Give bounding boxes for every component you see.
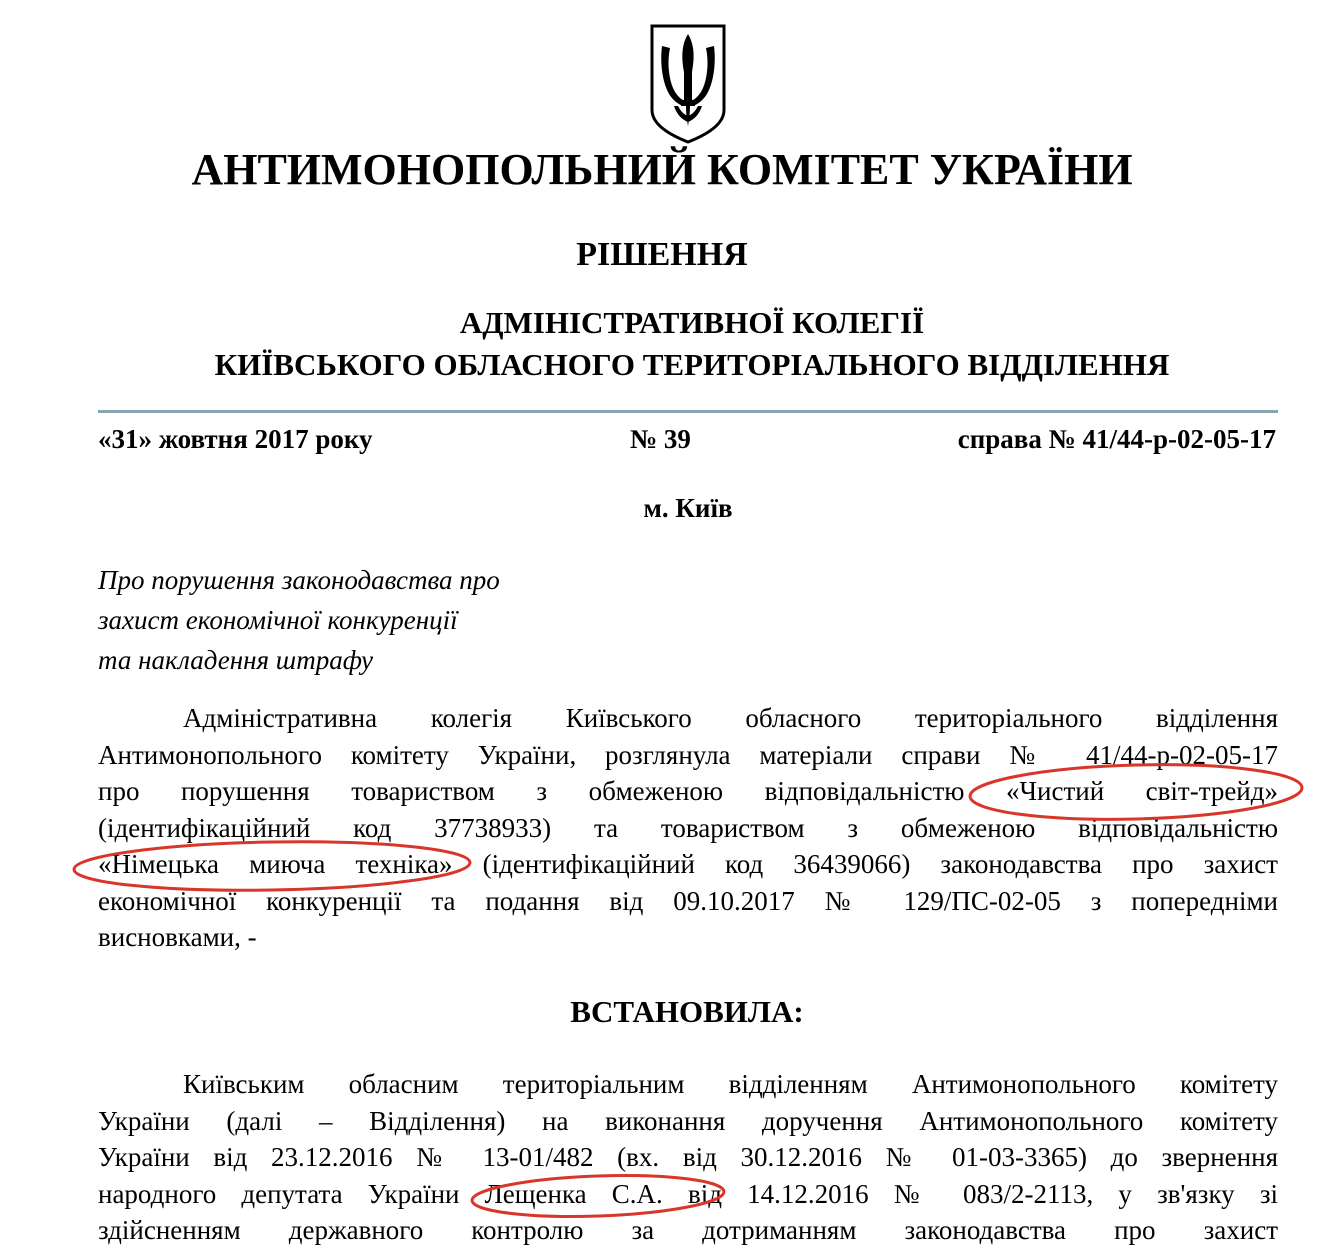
case-number: справа № 41/44-р-02-05-17 xyxy=(957,424,1276,454)
board-title xyxy=(0,302,1324,386)
header-divider xyxy=(98,410,1278,413)
board-title-line1: АДМІНІСТРАТИВНОЇ КОЛЕГІЇ xyxy=(459,305,925,340)
decision-date: «31» жовтня 2017 року xyxy=(98,424,373,454)
text-line: (ідентифікаційний код 37738933) та товариством з обмеженою відповідальністю xyxy=(98,812,1278,843)
decision-number: № 39 xyxy=(630,424,691,454)
findings-paragraph xyxy=(98,1066,1278,1249)
coat-of-arms-icon xyxy=(648,22,728,144)
section-heading: ВСТАНОВИЛА: xyxy=(570,994,804,1029)
decision-subject xyxy=(98,560,500,680)
text-line: народного депутата України Лещенка С.А. від 14.12.2016 № 083/2-2113, у зв'язку зі xyxy=(98,1178,1278,1209)
text-line: економічної конкуренції та подання від 09.10.2017 № 129/ПС-02-05 з попередніми xyxy=(98,885,1278,916)
text-line: України від 23.12.2016 № 13-01/482 (вх. від 30.12.2016 № 01-03-3365) до звернення xyxy=(98,1142,1278,1172)
text-line: Адміністративна колегія Київського обласного територіального відділення xyxy=(183,703,1278,733)
text-line: України (далі – Відділення) на виконання доручення Антимонопольного комітету xyxy=(98,1105,1278,1136)
city: м. Київ xyxy=(643,493,733,523)
preamble-paragraph xyxy=(98,700,1278,956)
text-line: висновками, - xyxy=(98,922,257,952)
org-title: АНТИМОНОПОЛЬНИЙ КОМІТЕТ УКРАЇНИ xyxy=(191,145,1133,194)
text-line: Антимонопольного комітету України, розглянула матеріали справи № 41/44-р-02-05-17 xyxy=(98,739,1278,770)
document-type: РІШЕННЯ xyxy=(576,236,748,273)
text-line: здійсненням державного контролю за дотриманням законодавства про захист xyxy=(98,1215,1278,1245)
text-line: «Німецька миюча техніка» (ідентифікаційний код 36439066) законодавства про захист xyxy=(98,849,1278,879)
text-line: про порушення товариством з обмеженою відповідальністю «Чистий світ-трейд» xyxy=(98,776,1278,806)
subject-line: Про порушення законодавства про xyxy=(98,565,500,595)
text-line: Київським обласним територіальним відділенням Антимонопольного комітету xyxy=(183,1069,1278,1099)
board-title-line2: КИЇВСЬКОГО ОБЛАСНОГО ТЕРИТОРІАЛЬНОГО ВІДДІЛЕННЯ xyxy=(214,347,1170,382)
subject-line: та накладення штрафу xyxy=(98,645,373,675)
subject-line: захист економічної конкуренції xyxy=(98,605,458,635)
